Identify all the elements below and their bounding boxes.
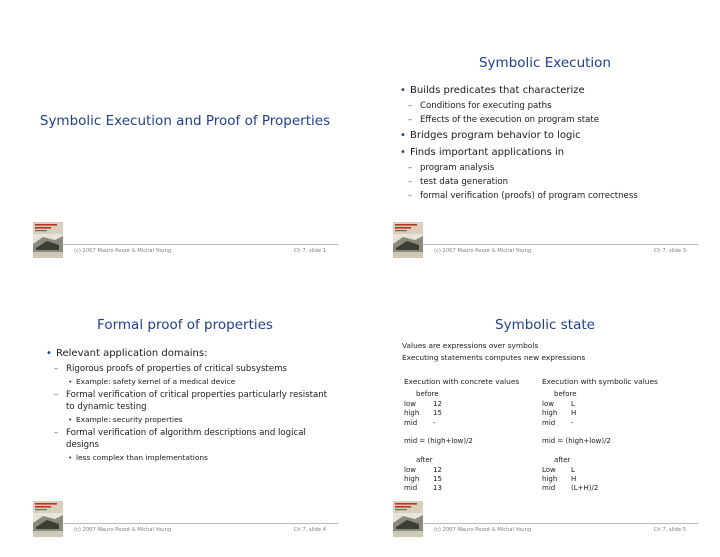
sub-bullet-item: – test data generation — [400, 176, 700, 188]
sub-bullet-item: – Formal verification of algorithm descriptions and logical designs — [46, 427, 336, 451]
bullet-item: • Bridges program behavior to logic — [400, 129, 700, 143]
sub-bullet-item: – formal verification (proofs) of program correctness — [400, 190, 700, 202]
bullet-list — [46, 344, 336, 463]
book-cover-icon — [33, 222, 63, 258]
bullet-item: • Finds important applications in — [400, 146, 700, 160]
symbolic-values-column — [542, 377, 658, 494]
book-cover-icon — [33, 501, 63, 537]
footer-copyright: (c) 2007 Mauro Pezzè & Michal Young — [434, 527, 532, 533]
state-label: before — [554, 390, 577, 399]
slide-1 — [0, 0, 360, 278]
intro-line: Values are expressions over symbols — [402, 341, 539, 350]
slide-2 — [360, 0, 720, 278]
slide-title: Symbolic state — [495, 317, 595, 333]
state-label: after — [416, 456, 433, 465]
footer-divider — [422, 244, 698, 245]
footer-slide-number: Ch 7, slide 1 — [293, 248, 326, 254]
state-row: high 15 — [404, 409, 442, 418]
sub-bullet-item: – Effects of the execution on program state — [400, 114, 700, 126]
column-heading: Execution with concrete values — [404, 377, 520, 386]
state-label: before — [416, 390, 439, 399]
footer-slide-number: Ch 7, slide 3 — [653, 248, 686, 254]
footer-divider — [62, 244, 338, 245]
sub-bullet-item: – program analysis — [400, 162, 700, 174]
sub-bullet-item: – Formal verification of critical properties particularly resistant to dynamic testing — [46, 389, 336, 413]
footer-slide-number: Ch 7, slide 4 — [293, 527, 326, 533]
footer-copyright: (c) 2007 Mauro Pezzè & Michal Young — [74, 527, 172, 533]
slide-title: Formal proof of properties — [97, 317, 273, 333]
slide-title: Symbolic Execution — [478, 55, 611, 71]
state-row: high 15 — [404, 475, 442, 484]
intro-line: Executing statements computes new expressions — [402, 353, 586, 362]
footer-divider — [62, 523, 338, 524]
state-row: low L — [542, 399, 575, 408]
slide-4 — [360, 279, 720, 557]
footer-divider — [422, 523, 698, 524]
sub-bullet-item: – Rigorous proofs of properties of critical subsystems — [46, 363, 336, 375]
bullet-item: • Builds predicates that characterize — [400, 84, 700, 98]
state-row: low 12 — [404, 465, 442, 474]
concrete-values-column — [404, 377, 519, 494]
statement: mid = (high+low)/2 — [404, 437, 473, 446]
slide-3 — [0, 279, 360, 557]
sub-bullet-item: – Conditions for executing paths — [400, 100, 700, 112]
statement: mid = (high+low)/2 — [542, 437, 611, 446]
footer-slide-number: Ch 7, slide 5 — [653, 527, 686, 533]
footer-copyright: (c) 2007 Mauro Pezzè & Michal Young — [74, 248, 172, 254]
book-cover-icon — [393, 222, 423, 258]
state-label: after — [554, 456, 571, 465]
slide-title: Symbolic Execution and Proof of Properties — [39, 113, 331, 129]
bullet-item: • Relevant application domains: — [46, 347, 336, 361]
state-row: mid (L+H)/2 — [542, 484, 599, 493]
state-row: Low L — [542, 465, 575, 474]
sub-sub-bullet-item: • less complex than implementations — [46, 453, 336, 463]
sub-sub-bullet-item: • Example: safety kernel of a medical device — [46, 377, 336, 387]
state-row: high H — [542, 409, 577, 418]
state-row: mid - — [404, 418, 436, 427]
bullet-list — [400, 81, 700, 202]
footer-copyright: (c) 2007 Mauro Pezzè & Michal Young — [434, 248, 532, 254]
book-cover-icon — [393, 501, 423, 537]
column-heading: Execution with symbolic values — [542, 377, 658, 386]
state-row: low 12 — [404, 399, 442, 408]
state-row: high H — [542, 475, 577, 484]
sub-sub-bullet-item: • Example: security properties — [46, 415, 336, 425]
state-row: mid 13 — [404, 484, 442, 493]
state-row: mid - — [542, 418, 574, 427]
